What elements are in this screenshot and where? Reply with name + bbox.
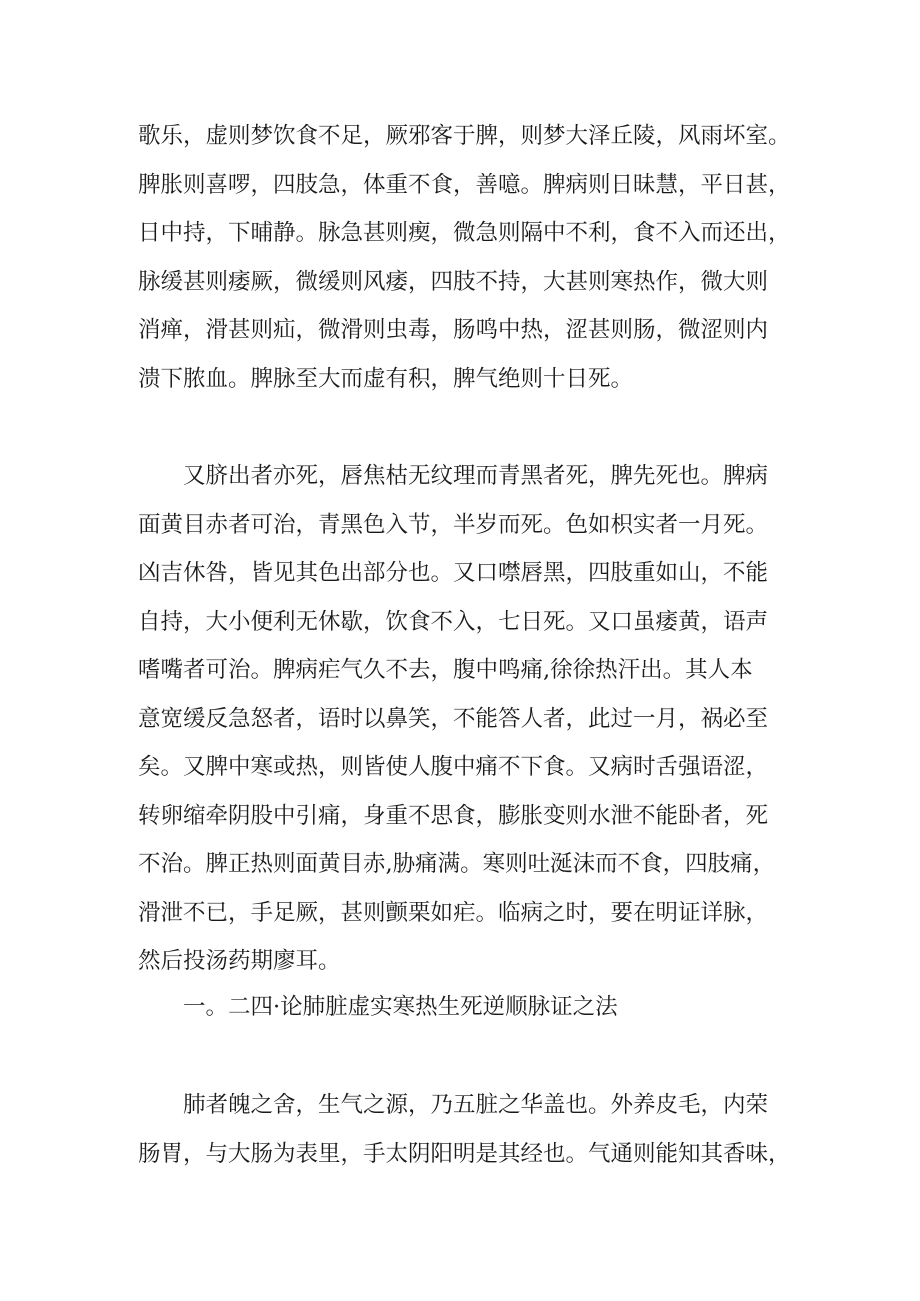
text-line: 肠胃，与大肠为表里，手太阴阳明是其经也。气通则能知其香味， xyxy=(138,1140,791,1167)
text-line: 嗜嘴者可治。脾病疟气久不去，腹中鸣痛,徐徐热汗出。其人本 xyxy=(138,657,753,683)
text-line: 脾胀则喜啰，四肢急，体重不食，善噫。脾病则日昧慧，平日甚， xyxy=(138,171,791,198)
text-line: 溃下脓血。脾脉至大而虚有积，脾气绝则十日死。 xyxy=(138,365,634,392)
text-line: 不治。脾正热则面黄目赤,胁痛满。寒则吐涎沫而不食，四肢痛， xyxy=(138,851,776,877)
paragraph-spleen-prognosis xyxy=(138,452,818,986)
section-heading xyxy=(138,983,818,1032)
text-line: 转卵缩牵阴股中引痛，身重不思食，膨胀变则水泄不能卧者，死 xyxy=(138,802,769,829)
text-line: 日中持，下晡静。脉急甚则瘈，微急则隔中不利，食不入而还出， xyxy=(138,220,791,246)
text-line: 矣。又脾中寒或热，则皆使人腹中痛不下食。又病时舌强语涩， xyxy=(138,754,769,780)
text-line: 消瘅，滑甚则疝，微滑则虫毒，肠鸣中热，涩甚则肠，微涩则内 xyxy=(138,317,769,343)
text-line: 面黄目赤者可治，青黑色入节，半岁而死。色如枳实者一月死。 xyxy=(138,511,769,538)
text-line: 又脐出者亦死，唇焦枯无纹理而青黑者死，脾先死也。脾病 xyxy=(183,463,769,489)
text-line: 意宽缓反急怒者，语时以鼻笑，不能答人者，此过一月，祸必至 xyxy=(138,705,769,732)
text-line: 凶吉休咎，皆见其色出部分也。又口噤唇黑，四肢重如山，不能 xyxy=(138,560,769,586)
text-line: 歌乐，虚则梦饮食不足，厥邪客于脾，则梦大泽丘陵，风雨坏室。 xyxy=(138,123,791,149)
text-line: 脉缓甚则痿厥，微缓则风痿，四肢不持，大甚则寒热作，微大则 xyxy=(138,268,769,295)
text-line: 滑泄不已，手足厥，甚则颤栗如疟。临病之时，要在明证详脉， xyxy=(138,899,769,926)
paragraph-spleen-symptoms xyxy=(138,112,818,403)
section-heading-text: 一。二四·论肺脏虚实寒热生死逆顺脉证之法 xyxy=(183,994,618,1020)
text-line: 肺者魄之舍，生气之源，乃五脏之华盖也。外养皮毛，内荣 xyxy=(183,1092,769,1118)
paragraph-lung-intro xyxy=(138,1081,818,1178)
text-line: 自持，大小便利无休歇，饮食不入，七日死。又口虽痿黄，语声 xyxy=(138,608,769,635)
text-line: 然后投汤药期廖耳。 xyxy=(138,948,341,974)
